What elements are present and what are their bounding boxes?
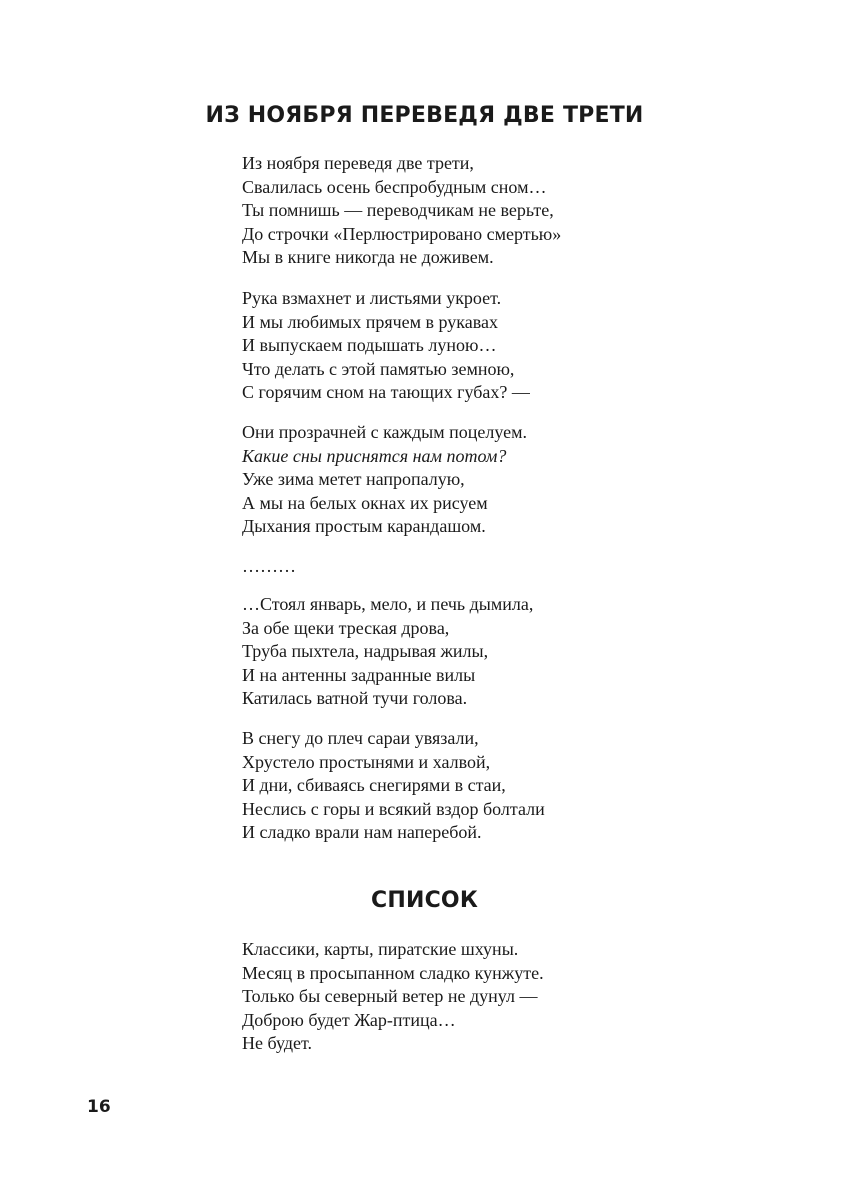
poem-line: И на антенны задранные вилы — [242, 664, 476, 685]
stanza-separator — [242, 555, 296, 579]
poem-title: ИЗ НОЯБРЯ ПЕРЕВЕДЯ ДВЕ ТРЕТИ — [205, 103, 644, 128]
poem-line: Только бы северный ветер не дунул — — [242, 986, 538, 1006]
poem-line: Свалилась осень беспробудным сном… — [242, 176, 547, 197]
poem-line: Из ноября переведя две трети, — [242, 153, 474, 173]
poem-line: Они прозрачней с каждым поцелуем. — [242, 422, 527, 442]
poem-line: Мы в книге никогда не доживем. — [242, 247, 494, 267]
stanza — [242, 727, 545, 845]
poem-line: Хрустело простынями и халвой, — [242, 751, 491, 772]
stanza — [242, 152, 561, 270]
poem-line: Ты помнишь — переводчикам не верьте, — [242, 200, 554, 220]
poem-line: Уже зима метет напропалую, — [242, 469, 465, 489]
poem-line: И сладко врали нам наперебой. — [242, 822, 482, 842]
poem-line: Доброю будет Жар-птица… — [242, 1009, 456, 1030]
stanza — [242, 287, 530, 405]
poem-line: За обе щеки треская дрова, — [242, 617, 450, 638]
poem-line: Рука взмахнет и листьями укроет. — [242, 288, 502, 308]
ellipsis-separator: ……… — [242, 556, 296, 576]
page-number: 16 — [87, 1097, 111, 1117]
poem-line: В снегу до плеч сараи увязали, — [242, 728, 479, 748]
stanza — [242, 421, 527, 539]
poem-line: И выпускаем подышать луною… — [242, 335, 497, 355]
poem-line: Труба пыхтела, надрывая жилы, — [242, 641, 489, 661]
poem-line: Что делать с этой памятью земною, — [242, 358, 515, 379]
poem-line: Классики, карты, пиратские шхуны. — [242, 939, 519, 959]
poem-line: Месяц в просыпанном сладко кунжуте. — [242, 962, 544, 983]
poem-line: Катилась ватной тучи голова. — [242, 688, 468, 708]
poem-line: Не будет. — [242, 1033, 312, 1053]
poem-line: …Стоял январь, мело, и печь дымила, — [242, 594, 534, 614]
poem-line: И дни, сбиваясь снегирями в стаи, — [242, 775, 506, 795]
poem-line: И мы любимых прячем в рукавах — [242, 311, 499, 332]
poem-line: А мы на белых окнах их рисуем — [242, 492, 488, 513]
poem-title: СПИСОК — [371, 888, 478, 913]
poem-line: С горячим сном на тающих губах? — — [242, 382, 530, 402]
poem-line: Неслись с горы и всякий вздор болтали — [242, 798, 545, 819]
poem-line-italic: Какие сны приснятся нам потом? — [242, 445, 507, 466]
poem-line: До строчки «Перлюстрировано смертью» — [242, 223, 562, 244]
stanza — [242, 938, 544, 1056]
stanza — [242, 593, 533, 711]
poem-line: Дыхания простым карандашом. — [242, 516, 486, 536]
